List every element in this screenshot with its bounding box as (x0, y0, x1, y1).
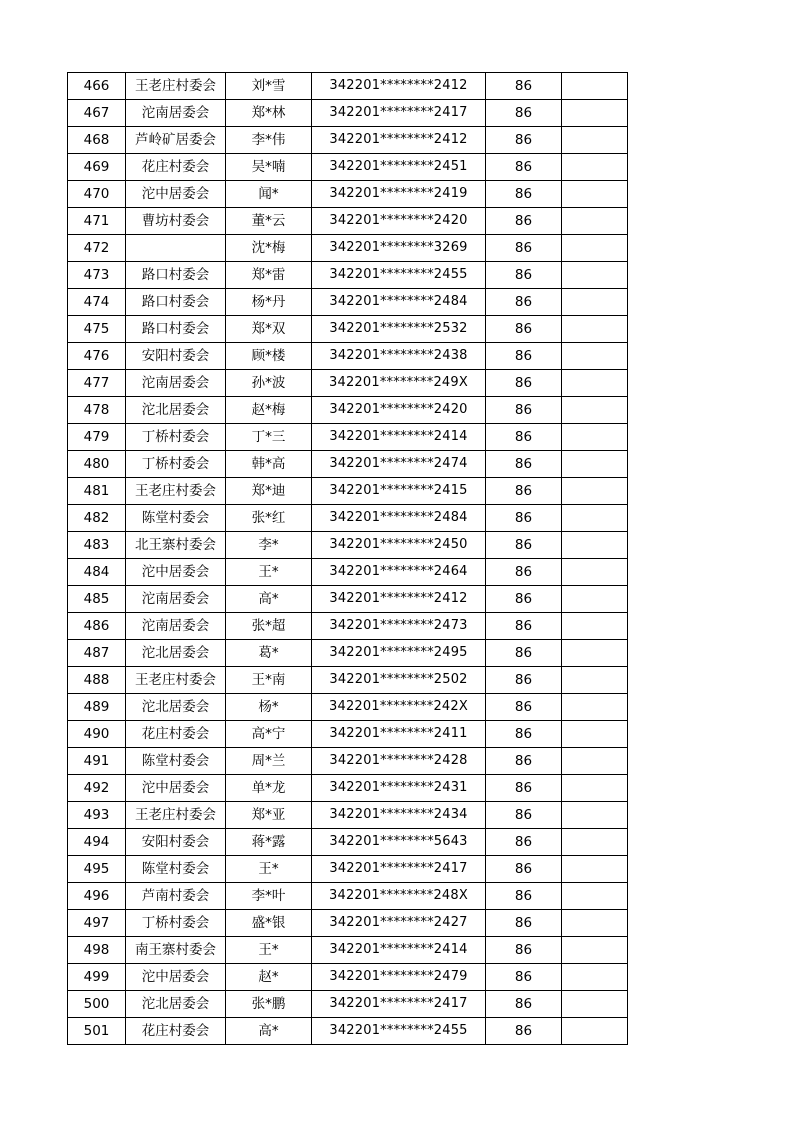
id-number-cell: 342201********2428 (312, 748, 486, 775)
row-number-cell: 490 (68, 721, 126, 748)
person-name-cell: 董*云 (226, 208, 312, 235)
organization-cell: 沱南居委会 (126, 100, 226, 127)
person-name-cell: 郑*亚 (226, 802, 312, 829)
row-number-cell: 485 (68, 586, 126, 613)
table-row (68, 289, 628, 316)
score-cell: 86 (486, 1018, 562, 1045)
id-number-cell: 342201********2464 (312, 559, 486, 586)
table-row (68, 208, 628, 235)
person-name-cell: 顾*楼 (226, 343, 312, 370)
organization-cell: 安阳村委会 (126, 829, 226, 856)
score-cell: 86 (486, 235, 562, 262)
roster-table-body (68, 73, 628, 1045)
person-name-cell: 孙*波 (226, 370, 312, 397)
person-name-cell: 王* (226, 559, 312, 586)
row-number-cell: 491 (68, 748, 126, 775)
id-number-cell: 342201********2417 (312, 100, 486, 127)
row-number-cell: 477 (68, 370, 126, 397)
id-number-cell: 342201********2417 (312, 856, 486, 883)
note-cell (562, 343, 628, 370)
row-number-cell: 473 (68, 262, 126, 289)
person-name-cell: 张*红 (226, 505, 312, 532)
id-number-cell: 342201********2532 (312, 316, 486, 343)
table-row (68, 127, 628, 154)
id-number-cell: 342201********2415 (312, 478, 486, 505)
roster-table (67, 72, 628, 1045)
organization-cell: 丁桥村委会 (126, 424, 226, 451)
row-number-cell: 482 (68, 505, 126, 532)
organization-cell: 沱南居委会 (126, 586, 226, 613)
organization-cell: 沱南居委会 (126, 613, 226, 640)
person-name-cell: 蒋*露 (226, 829, 312, 856)
organization-cell: 丁桥村委会 (126, 451, 226, 478)
table-row (68, 181, 628, 208)
row-number-cell: 499 (68, 964, 126, 991)
row-number-cell: 466 (68, 73, 126, 100)
note-cell (562, 532, 628, 559)
table-row (68, 505, 628, 532)
table-row (68, 694, 628, 721)
table-row (68, 1018, 628, 1045)
row-number-cell: 468 (68, 127, 126, 154)
id-number-cell: 342201********2412 (312, 127, 486, 154)
note-cell (562, 370, 628, 397)
row-number-cell: 483 (68, 532, 126, 559)
id-number-cell: 342201********2420 (312, 397, 486, 424)
organization-cell: 沱中居委会 (126, 181, 226, 208)
table-row (68, 586, 628, 613)
row-number-cell: 501 (68, 1018, 126, 1045)
note-cell (562, 694, 628, 721)
organization-cell: 路口村委会 (126, 289, 226, 316)
person-name-cell: 沈*梅 (226, 235, 312, 262)
id-number-cell: 342201********2451 (312, 154, 486, 181)
table-row (68, 397, 628, 424)
row-number-cell: 489 (68, 694, 126, 721)
score-cell: 86 (486, 694, 562, 721)
score-cell: 86 (486, 343, 562, 370)
score-cell: 86 (486, 613, 562, 640)
table-row (68, 748, 628, 775)
organization-cell: 陈堂村委会 (126, 505, 226, 532)
organization-cell: 王老庄村委会 (126, 802, 226, 829)
organization-cell: 花庄村委会 (126, 154, 226, 181)
row-number-cell: 484 (68, 559, 126, 586)
row-number-cell: 480 (68, 451, 126, 478)
table-row (68, 559, 628, 586)
person-name-cell: 周*兰 (226, 748, 312, 775)
table-row (68, 154, 628, 181)
note-cell (562, 829, 628, 856)
row-number-cell: 493 (68, 802, 126, 829)
score-cell: 86 (486, 208, 562, 235)
person-name-cell: 张*鹏 (226, 991, 312, 1018)
table-row (68, 775, 628, 802)
organization-cell: 花庄村委会 (126, 721, 226, 748)
person-name-cell: 丁*三 (226, 424, 312, 451)
id-number-cell: 342201********2411 (312, 721, 486, 748)
score-cell: 86 (486, 181, 562, 208)
person-name-cell: 赵* (226, 964, 312, 991)
organization-cell: 丁桥村委会 (126, 910, 226, 937)
note-cell (562, 559, 628, 586)
person-name-cell: 单*龙 (226, 775, 312, 802)
score-cell: 86 (486, 829, 562, 856)
table-row (68, 667, 628, 694)
table-row (68, 370, 628, 397)
person-name-cell: 高*宁 (226, 721, 312, 748)
id-number-cell: 342201********2417 (312, 991, 486, 1018)
score-cell: 86 (486, 451, 562, 478)
person-name-cell: 李* (226, 532, 312, 559)
table-row (68, 451, 628, 478)
id-number-cell: 342201********2455 (312, 1018, 486, 1045)
table-row (68, 640, 628, 667)
note-cell (562, 667, 628, 694)
note-cell (562, 397, 628, 424)
table-row (68, 424, 628, 451)
organization-cell: 沱中居委会 (126, 964, 226, 991)
score-cell: 86 (486, 964, 562, 991)
id-number-cell: 342201********2479 (312, 964, 486, 991)
id-number-cell: 342201********2412 (312, 586, 486, 613)
person-name-cell: 李*伟 (226, 127, 312, 154)
organization-cell: 曹坊村委会 (126, 208, 226, 235)
organization-cell: 南王寨村委会 (126, 937, 226, 964)
id-number-cell: 342201********2419 (312, 181, 486, 208)
person-name-cell: 王* (226, 937, 312, 964)
organization-cell: 路口村委会 (126, 316, 226, 343)
score-cell: 86 (486, 127, 562, 154)
note-cell (562, 586, 628, 613)
table-row (68, 964, 628, 991)
note-cell (562, 316, 628, 343)
person-name-cell: 郑*双 (226, 316, 312, 343)
note-cell (562, 856, 628, 883)
note-cell (562, 73, 628, 100)
row-number-cell: 486 (68, 613, 126, 640)
score-cell: 86 (486, 73, 562, 100)
id-number-cell: 342201********3269 (312, 235, 486, 262)
organization-cell: 王老庄村委会 (126, 667, 226, 694)
row-number-cell: 496 (68, 883, 126, 910)
row-number-cell: 472 (68, 235, 126, 262)
note-cell (562, 235, 628, 262)
table-row (68, 721, 628, 748)
row-number-cell: 492 (68, 775, 126, 802)
id-number-cell: 342201********5643 (312, 829, 486, 856)
score-cell: 86 (486, 370, 562, 397)
table-row (68, 802, 628, 829)
person-name-cell: 郑*林 (226, 100, 312, 127)
organization-cell: 沱南居委会 (126, 370, 226, 397)
person-name-cell: 李*叶 (226, 883, 312, 910)
row-number-cell: 474 (68, 289, 126, 316)
note-cell (562, 802, 628, 829)
table-row (68, 316, 628, 343)
person-name-cell: 盛*银 (226, 910, 312, 937)
note-cell (562, 613, 628, 640)
note-cell (562, 883, 628, 910)
note-cell (562, 640, 628, 667)
note-cell (562, 991, 628, 1018)
organization-cell: 沱北居委会 (126, 640, 226, 667)
id-number-cell: 342201********248X (312, 883, 486, 910)
row-number-cell: 469 (68, 154, 126, 181)
id-number-cell: 342201********2484 (312, 505, 486, 532)
person-name-cell: 王*南 (226, 667, 312, 694)
id-number-cell: 342201********2502 (312, 667, 486, 694)
row-number-cell: 500 (68, 991, 126, 1018)
score-cell: 86 (486, 991, 562, 1018)
organization-cell: 陈堂村委会 (126, 748, 226, 775)
table-row (68, 262, 628, 289)
row-number-cell: 494 (68, 829, 126, 856)
row-number-cell: 498 (68, 937, 126, 964)
organization-cell: 芦岭矿居委会 (126, 127, 226, 154)
score-cell: 86 (486, 586, 562, 613)
id-number-cell: 342201********249X (312, 370, 486, 397)
id-number-cell: 342201********2438 (312, 343, 486, 370)
row-number-cell: 488 (68, 667, 126, 694)
score-cell: 86 (486, 478, 562, 505)
table-row (68, 937, 628, 964)
score-cell: 86 (486, 397, 562, 424)
organization-cell: 王老庄村委会 (126, 73, 226, 100)
table-row (68, 100, 628, 127)
score-cell: 86 (486, 154, 562, 181)
note-cell (562, 910, 628, 937)
note-cell (562, 964, 628, 991)
score-cell: 86 (486, 775, 562, 802)
organization-cell: 芦南村委会 (126, 883, 226, 910)
person-name-cell: 郑*雷 (226, 262, 312, 289)
note-cell (562, 100, 628, 127)
note-cell (562, 775, 628, 802)
organization-cell: 沱中居委会 (126, 775, 226, 802)
table-row (68, 532, 628, 559)
id-number-cell: 342201********2434 (312, 802, 486, 829)
organization-cell: 沱中居委会 (126, 559, 226, 586)
row-number-cell: 470 (68, 181, 126, 208)
person-name-cell: 杨* (226, 694, 312, 721)
table-row (68, 73, 628, 100)
note-cell (562, 289, 628, 316)
score-cell: 86 (486, 424, 562, 451)
person-name-cell: 吴*喃 (226, 154, 312, 181)
id-number-cell: 342201********2420 (312, 208, 486, 235)
score-cell: 86 (486, 721, 562, 748)
note-cell (562, 154, 628, 181)
row-number-cell: 475 (68, 316, 126, 343)
row-number-cell: 487 (68, 640, 126, 667)
score-cell: 86 (486, 910, 562, 937)
row-number-cell: 471 (68, 208, 126, 235)
row-number-cell: 467 (68, 100, 126, 127)
score-cell: 86 (486, 289, 562, 316)
organization-cell: 王老庄村委会 (126, 478, 226, 505)
person-name-cell: 杨*丹 (226, 289, 312, 316)
table-row (68, 343, 628, 370)
organization-cell: 沱北居委会 (126, 397, 226, 424)
id-number-cell: 342201********2455 (312, 262, 486, 289)
row-number-cell: 497 (68, 910, 126, 937)
organization-cell: 沱北居委会 (126, 991, 226, 1018)
score-cell: 86 (486, 316, 562, 343)
score-cell: 86 (486, 640, 562, 667)
organization-cell: 北王寨村委会 (126, 532, 226, 559)
table-row (68, 910, 628, 937)
organization-cell (126, 235, 226, 262)
note-cell (562, 721, 628, 748)
score-cell: 86 (486, 748, 562, 775)
score-cell: 86 (486, 856, 562, 883)
note-cell (562, 505, 628, 532)
person-name-cell: 郑*迪 (226, 478, 312, 505)
id-number-cell: 342201********2474 (312, 451, 486, 478)
id-number-cell: 342201********2412 (312, 73, 486, 100)
score-cell: 86 (486, 100, 562, 127)
id-number-cell: 342201********2450 (312, 532, 486, 559)
table-row (68, 883, 628, 910)
id-number-cell: 342201********2473 (312, 613, 486, 640)
id-number-cell: 342201********2431 (312, 775, 486, 802)
note-cell (562, 1018, 628, 1045)
person-name-cell: 高* (226, 586, 312, 613)
score-cell: 86 (486, 937, 562, 964)
note-cell (562, 424, 628, 451)
table-row (68, 991, 628, 1018)
table-row (68, 613, 628, 640)
id-number-cell: 342201********2414 (312, 424, 486, 451)
id-number-cell: 342201********242X (312, 694, 486, 721)
person-name-cell: 韩*高 (226, 451, 312, 478)
table-row (68, 478, 628, 505)
id-number-cell: 342201********2484 (312, 289, 486, 316)
table-row (68, 829, 628, 856)
organization-cell: 路口村委会 (126, 262, 226, 289)
id-number-cell: 342201********2495 (312, 640, 486, 667)
person-name-cell: 张*超 (226, 613, 312, 640)
person-name-cell: 王* (226, 856, 312, 883)
score-cell: 86 (486, 802, 562, 829)
organization-cell: 花庄村委会 (126, 1018, 226, 1045)
note-cell (562, 478, 628, 505)
id-number-cell: 342201********2427 (312, 910, 486, 937)
note-cell (562, 127, 628, 154)
row-number-cell: 479 (68, 424, 126, 451)
organization-cell: 沱北居委会 (126, 694, 226, 721)
table-row (68, 235, 628, 262)
person-name-cell: 葛* (226, 640, 312, 667)
row-number-cell: 478 (68, 397, 126, 424)
score-cell: 86 (486, 262, 562, 289)
person-name-cell: 闻* (226, 181, 312, 208)
note-cell (562, 208, 628, 235)
score-cell: 86 (486, 505, 562, 532)
note-cell (562, 181, 628, 208)
person-name-cell: 高* (226, 1018, 312, 1045)
row-number-cell: 476 (68, 343, 126, 370)
note-cell (562, 937, 628, 964)
score-cell: 86 (486, 667, 562, 694)
table-row (68, 856, 628, 883)
note-cell (562, 451, 628, 478)
score-cell: 86 (486, 883, 562, 910)
note-cell (562, 748, 628, 775)
row-number-cell: 495 (68, 856, 126, 883)
person-name-cell: 刘*雪 (226, 73, 312, 100)
id-number-cell: 342201********2414 (312, 937, 486, 964)
organization-cell: 安阳村委会 (126, 343, 226, 370)
person-name-cell: 赵*梅 (226, 397, 312, 424)
note-cell (562, 262, 628, 289)
row-number-cell: 481 (68, 478, 126, 505)
score-cell: 86 (486, 559, 562, 586)
organization-cell: 陈堂村委会 (126, 856, 226, 883)
score-cell: 86 (486, 532, 562, 559)
